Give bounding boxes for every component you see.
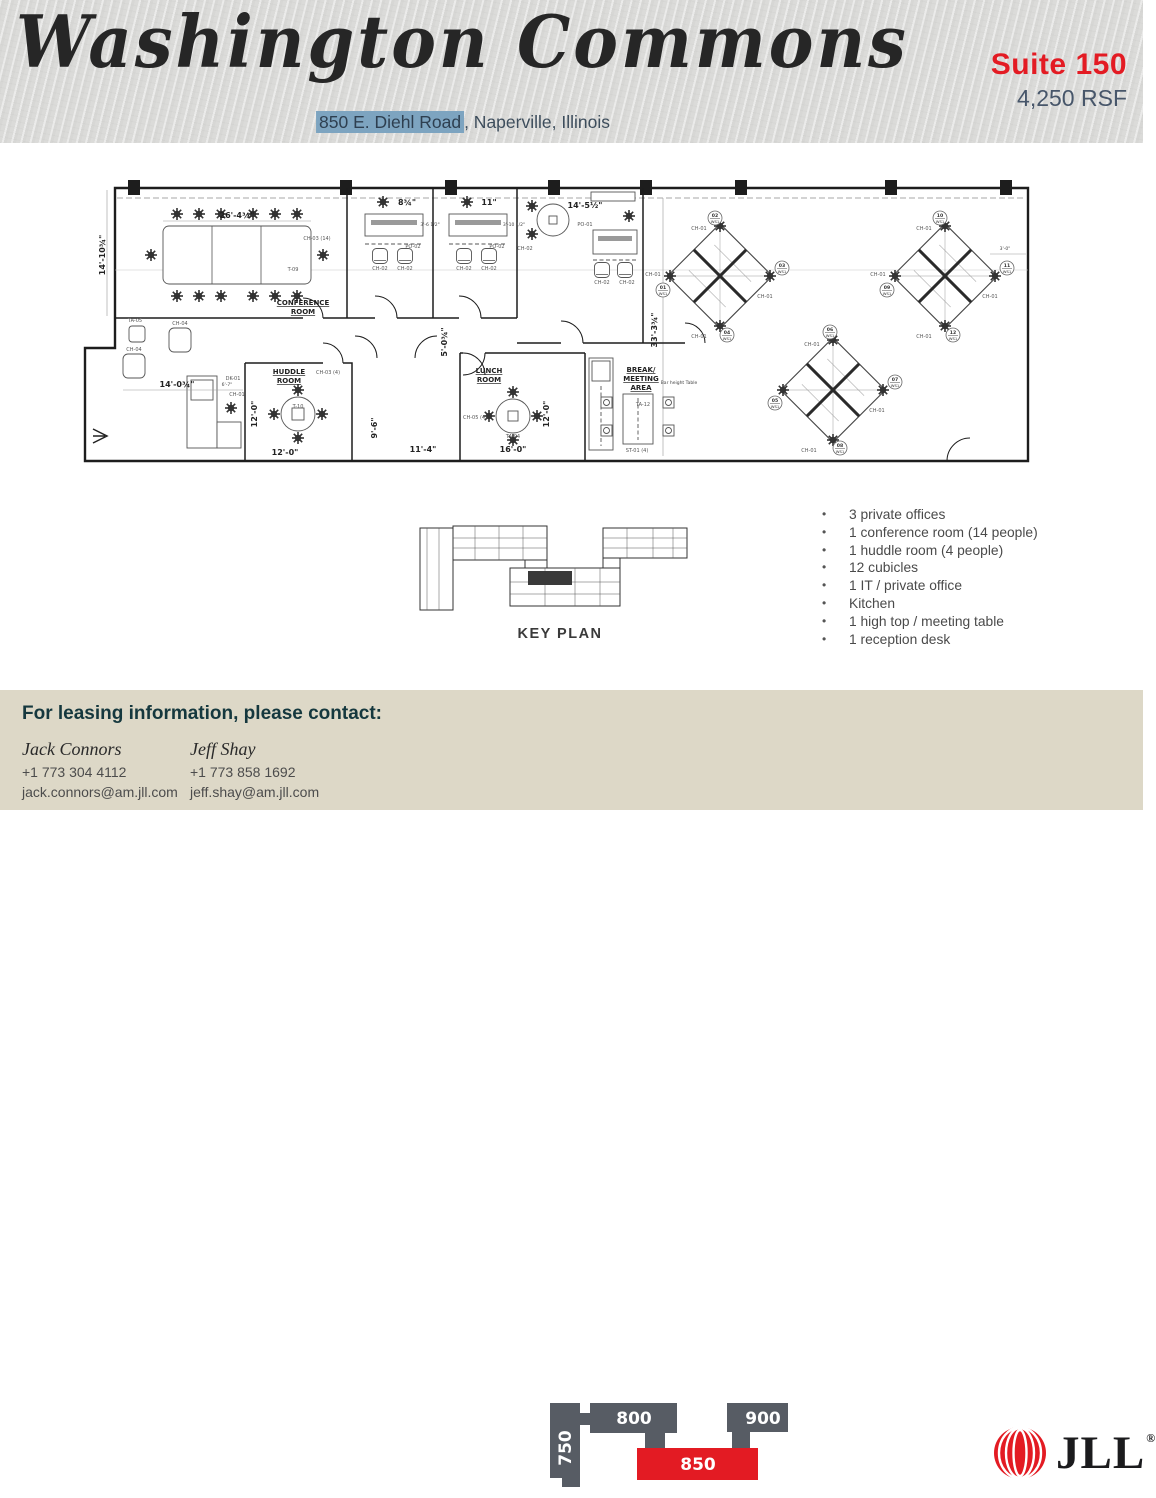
key-plan-label: KEY PLAN: [517, 626, 603, 642]
dim-reception-width: 14'-0¾": [159, 380, 195, 389]
ws-tag-number: 06: [826, 327, 834, 333]
footer-bar: [0, 690, 1156, 1479]
ws-tag-type: WS1: [935, 218, 945, 224]
ws-tag-number: 03: [778, 263, 786, 269]
property-title: Washington Commons: [16, 0, 909, 85]
cubicle-cluster-3: [777, 334, 889, 446]
ws-tag-number: 07: [891, 377, 899, 383]
feature-item: • 1 reception desk: [818, 631, 1078, 649]
dim-open-area-text: 33'-3¾": [650, 312, 659, 348]
code-ws-chair: CH-01: [691, 334, 707, 340]
dim-conference-height: 14'-10¾": [98, 234, 107, 276]
dim-reception-side: 6'-7": [221, 383, 233, 388]
code-office2-chair: CH-02: [456, 266, 472, 272]
code-conference-chairs: CH-03 (14): [303, 236, 331, 242]
ws-tag-type: WS1: [835, 448, 845, 454]
floor-plan: [85, 158, 1045, 493]
ws-tag-number: 08: [836, 443, 844, 449]
dim-office1-desk: 3'-6 1/2": [420, 223, 440, 228]
dim-corridor2-w: 11'-4": [409, 445, 437, 454]
break-meeting-area: [601, 366, 697, 454]
address-highlighted: 850 E. Diehl Road: [316, 111, 464, 133]
contact-name: Jack Connors: [22, 739, 122, 759]
code-reception-desk: DK-01: [225, 376, 241, 382]
campus-diagram: [548, 1388, 818, 1498]
code-ws-chair: CH-01: [801, 448, 817, 454]
label-break-1: BREAK/: [626, 366, 656, 374]
address-rest: , Naperville, Illinois: [464, 112, 610, 132]
feature-item: • 1 IT / private office: [818, 577, 1078, 595]
suite-rsf: 4,250 RSF: [1017, 85, 1127, 111]
ws-tag-number: 11: [1003, 263, 1011, 269]
code-lobby-chair: CH-04: [126, 347, 142, 353]
dim-clearance: 3'-0": [999, 247, 1011, 252]
reception-area: [123, 318, 245, 448]
ws-tag-number: 05: [771, 398, 779, 404]
label-conference-2: ROOM: [290, 308, 316, 316]
header-banner: [0, 0, 1143, 143]
code-lobby-chair: CH-04: [172, 321, 188, 327]
private-office-3: [517, 192, 637, 286]
contact-jeff-shay: [190, 739, 319, 800]
ws-tag-type: WS1: [710, 218, 720, 224]
dim-lunch-w: 16'-0": [499, 445, 527, 454]
code-ws-chair: CH-01: [645, 272, 661, 278]
jll-word: JLL: [1056, 1426, 1146, 1479]
label-huddle-1: HUDDLE: [272, 368, 306, 376]
ws-tag-type: WS1: [882, 290, 892, 296]
ws-tag-number: 12: [949, 330, 957, 336]
feature-item: • Kitchen: [818, 595, 1078, 613]
code-reception-chair: CH-01: [229, 392, 245, 398]
label-huddle-2: ROOM: [276, 377, 302, 385]
ws-tag-number: 04: [723, 330, 731, 336]
code-conference-table: T-09: [287, 267, 299, 273]
dim-corridor: 5'-0¾": [440, 327, 449, 357]
code-office2-chair: CH-02: [481, 266, 497, 272]
ws-tag-number: 10: [936, 213, 944, 219]
contact-phone: +1 773 858 1692: [190, 764, 296, 780]
ws-tag-type: WS1: [777, 268, 787, 274]
feature-item: • 3 private offices: [818, 506, 1078, 524]
code-office3-chair: CH-02: [594, 280, 610, 286]
conference-room: [98, 190, 331, 316]
cubicle-cluster-2: [889, 220, 1001, 332]
suite-number: Suite 150: [990, 48, 1127, 81]
code-office3-chair: CH-02: [619, 280, 635, 286]
building-850-label: 850: [680, 1455, 716, 1475]
building-800-label: 800: [616, 1409, 652, 1429]
feature-list: [818, 506, 1078, 648]
code-office2-desk: PO-02: [489, 244, 505, 250]
dim-corridor2-h: 9'-6": [370, 417, 379, 439]
feature-item: • 12 cubicles: [818, 559, 1078, 577]
code-break-table: TA-12: [635, 402, 651, 408]
lunch-room: [463, 367, 551, 454]
code-ws-chair: CH-01: [916, 334, 932, 340]
code-office1-chair: CH-02: [372, 266, 388, 272]
ws-tag-type: WS1: [1002, 268, 1012, 274]
feature-item: • 1 high top / meeting table: [818, 613, 1078, 631]
ws-tag-number: 01: [659, 285, 667, 291]
code-lobby-table: TA-05: [127, 318, 143, 324]
code-huddle-table: T-10: [292, 404, 304, 410]
building-900-label: 900: [745, 1409, 781, 1429]
workstation-tags: [656, 211, 1014, 455]
label-break-2: MEETING: [623, 375, 659, 383]
leasing-heading: For leasing information, please contact:: [22, 703, 383, 724]
code-office1-desk: PO-02: [405, 244, 421, 250]
code-lunch-chairs: CH-05 (4): [462, 415, 488, 421]
cubicle-cluster-1: [664, 220, 776, 332]
code-ws-chair: CH-01: [757, 294, 773, 300]
code-ws-chair: CH-01: [869, 408, 885, 414]
corridor-dimensions: [370, 327, 449, 454]
huddle-room: [250, 368, 340, 457]
ws-tag-type: WS1: [825, 332, 835, 338]
label-lunch-2: ROOM: [476, 376, 502, 384]
code-office1-chair: CH-02: [397, 266, 413, 272]
jll-logo-text: [1056, 1426, 1156, 1479]
dim-office3: 14'-5½": [567, 201, 603, 210]
property-address: [316, 112, 610, 133]
ws-tag-type: WS1: [770, 403, 780, 409]
jll-registered-mark: ®: [1146, 1430, 1156, 1445]
contact-name: Jeff Shay: [190, 739, 256, 759]
feature-item: • 1 huddle room (4 people): [818, 542, 1078, 560]
label-conference-1: CONFERENCE: [276, 299, 330, 307]
dim-lunch-h: 12'-0": [542, 400, 551, 428]
dim-office1: 8¾": [397, 198, 417, 207]
code-ws-chair: CH-01: [982, 294, 998, 300]
dim-open-area: [650, 313, 659, 348]
dim-huddle-b: 12'-0": [271, 448, 299, 457]
ws-tag-type: WS1: [948, 335, 958, 341]
code-ws-chair: CH-01: [916, 226, 932, 232]
ws-tag-number: 02: [711, 213, 719, 219]
dim-office2-desk: 3'-10 1/2": [502, 223, 526, 228]
note-bar-height-table: Bar height Table: [660, 381, 698, 386]
dim-office2: 11": [481, 198, 497, 207]
label-lunch-1: LUNCH: [475, 367, 503, 375]
private-office-1: [365, 196, 440, 272]
code-office3-chair: CH-02: [517, 246, 533, 252]
key-plan-suite-highlight: [528, 571, 572, 585]
code-huddle-chairs: CH-03 (4): [315, 370, 341, 376]
suite-info: [991, 48, 1127, 112]
contact-jack-connors: [22, 739, 178, 800]
ws-tag-type: WS1: [890, 382, 900, 388]
jll-logo-mark: [992, 1425, 1048, 1481]
key-plan: [415, 506, 705, 621]
code-office3-desk: PO-01: [577, 222, 593, 228]
code-ws-chair: CH-01: [804, 342, 820, 348]
ws-tag-type: WS1: [722, 335, 732, 341]
code-break-stools: ST-01 (4): [625, 448, 649, 454]
dim-huddle-w: 12'-0": [250, 400, 259, 428]
label-break-3: AREA: [630, 384, 652, 392]
feature-item: • 1 conference room (14 people): [818, 524, 1078, 542]
ws-tag-type: WS1: [658, 290, 668, 296]
code-ws-chair: CH-01: [870, 272, 886, 278]
contact-email: jack.connors@am.jll.com: [22, 784, 178, 800]
jll-logo: [992, 1425, 1156, 1481]
entry-arrow: [93, 429, 107, 443]
contact-email: jeff.shay@am.jll.com: [190, 784, 320, 800]
private-office-2: [449, 196, 525, 272]
building-750-label: 750: [556, 1430, 576, 1466]
ws-tag-number: 09: [883, 285, 891, 291]
dim-conference-width: 26'-4¾": [219, 211, 255, 220]
code-ws-chair: CH-01: [691, 226, 707, 232]
contact-phone: +1 773 304 4112: [22, 764, 127, 780]
code-lunch-table: TA-04: [505, 434, 521, 440]
